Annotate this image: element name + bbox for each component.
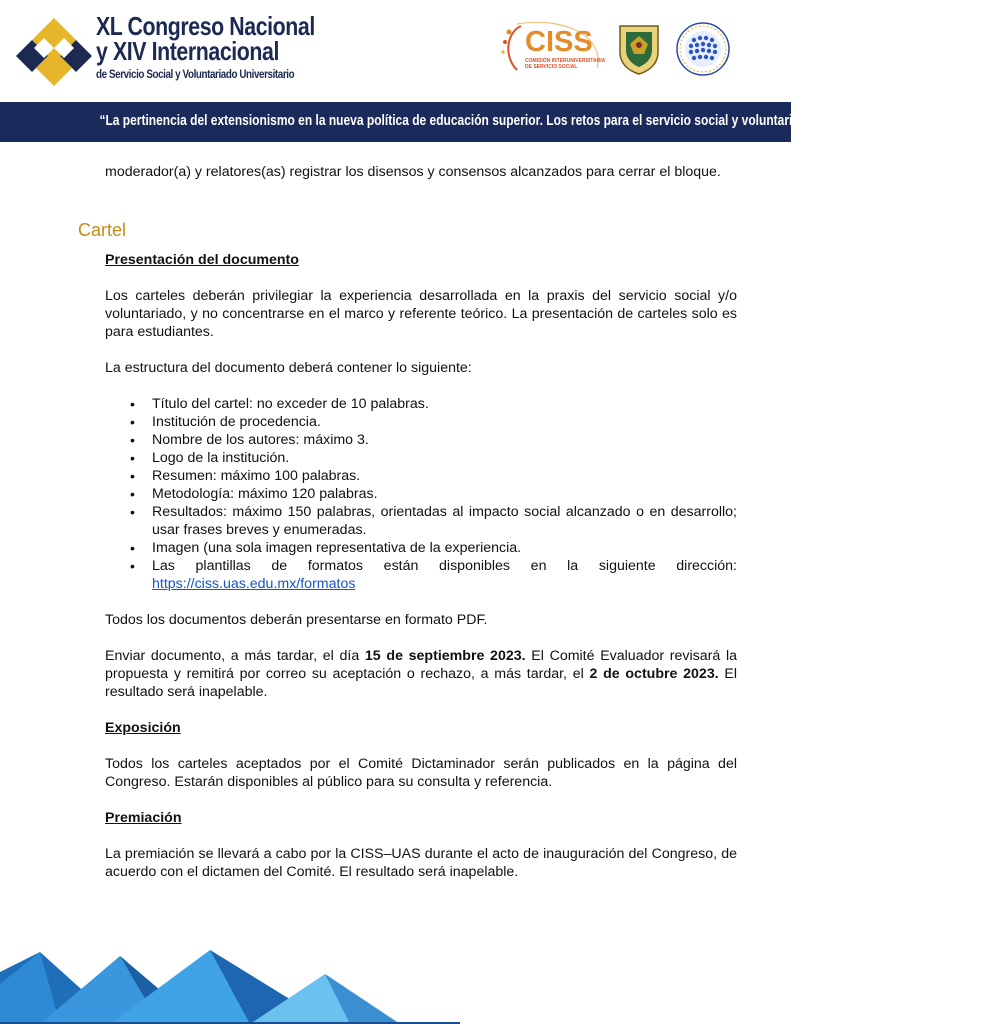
- deadline-text-2: El Comité Evaluador revisará la propuesta y remitirá por correo su aceptación o rechazo, a más tardar, el: [105, 648, 737, 682]
- congress-title-line2: y XIV Internacional: [96, 36, 279, 66]
- congress-logo-icon: [14, 16, 94, 96]
- structure-intro: La estructura del documento deberá contener lo siguiente:: [105, 360, 472, 376]
- deadline-date-1: 15 de septiembre 2023.: [364, 648, 526, 664]
- congress-title-line1: XL Congreso Nacional: [96, 11, 315, 41]
- congress-title: [96, 11, 396, 82]
- page-header: [0, 0, 791, 100]
- congress-title-line3: de Servicio Social y Voluntariado Universitario: [96, 67, 295, 81]
- structure-list: [105, 395, 737, 593]
- exhibition-paragraph: Todos los carteles aceptados por el Comité Dictaminador serán publicados en la página del Congreso. Estarán disponibles al público para su consulta y referencia.: [105, 756, 737, 790]
- list-item: • Institución de procedencia.: [152, 413, 737, 431]
- presentation-heading: Presentación del documento: [105, 252, 299, 268]
- awards-heading: Premiación: [105, 810, 182, 826]
- mountains-footer-decoration: [0, 944, 460, 1024]
- deadline-text-3: El resultado será inapelable.: [105, 666, 737, 700]
- deadline-paragraph: [105, 647, 737, 701]
- templates-link[interactable]: https://ciss.uas.edu.mx/formatos: [152, 576, 356, 592]
- list-item: • Nombre de los autores: máximo 3.: [152, 431, 737, 449]
- list-item: • Logo de la institución.: [152, 449, 737, 467]
- pdf-note: Todos los documentos deberán presentarse en formato PDF.: [105, 612, 488, 628]
- list-item: • Título del cartel: no exceder de 10 palabras.: [152, 395, 737, 413]
- document-body: [105, 163, 737, 881]
- list-item: • Resumen: máximo 100 palabras.: [152, 467, 737, 485]
- presentation-paragraph: Los carteles deberán privilegiar la experiencia desarrollada en la praxis del servicio social y/o voluntariado, y no concentrarse en el marco y referente teórico. La presentación de carteles solo es para estudiantes.: [105, 288, 737, 340]
- list-item: • Imagen (una sola imagen representativa de la experiencia.: [152, 539, 737, 557]
- list-item: • Metodología: máximo 120 palabras.: [152, 485, 737, 503]
- list-item-templates: [152, 557, 737, 593]
- uas-seal-icon: [616, 22, 662, 76]
- intro-paragraph: moderador(a) y relatores(as) registrar los disensos y consensos alcanzados para cerrar el bloque.: [105, 164, 721, 180]
- deadline-date-2: 2 de octubre 2023.: [589, 666, 719, 682]
- templates-text: Las plantillas de formatos están disponibles en la siguiente dirección:: [152, 558, 737, 574]
- ciss-logo-subtitle: COMISIÓN INTERUNIVERSITARIA DE SERVICIO SOCIAL: [525, 58, 606, 70]
- deadline-text-1: Enviar documento, a más tardar, el día: [105, 648, 365, 664]
- ciss-logo-text: CISS: [525, 26, 593, 58]
- theme-banner-label: “La pertinencia del extensionismo en la nueva política de educación superior. Los retos para el servicio social y voluntariado universitario”: [99, 112, 896, 129]
- awards-paragraph: La premiación se llevará a cabo por la CISS–UAS durante el acto de inauguración del Congreso, de acuerdo con el dictamen del Comité. El resultado será inapelable.: [105, 846, 737, 880]
- exhibition-heading: Exposición: [105, 720, 181, 736]
- inclusion-seal-icon: [676, 22, 730, 76]
- section-title-cartel: Cartel: [78, 220, 127, 240]
- theme-banner-text: [0, 112, 896, 129]
- list-item: • Resultados: máximo 150 palabras, orientadas al impacto social alcanzado o en desarrollo; usar frases breves y enumeradas.: [152, 503, 737, 539]
